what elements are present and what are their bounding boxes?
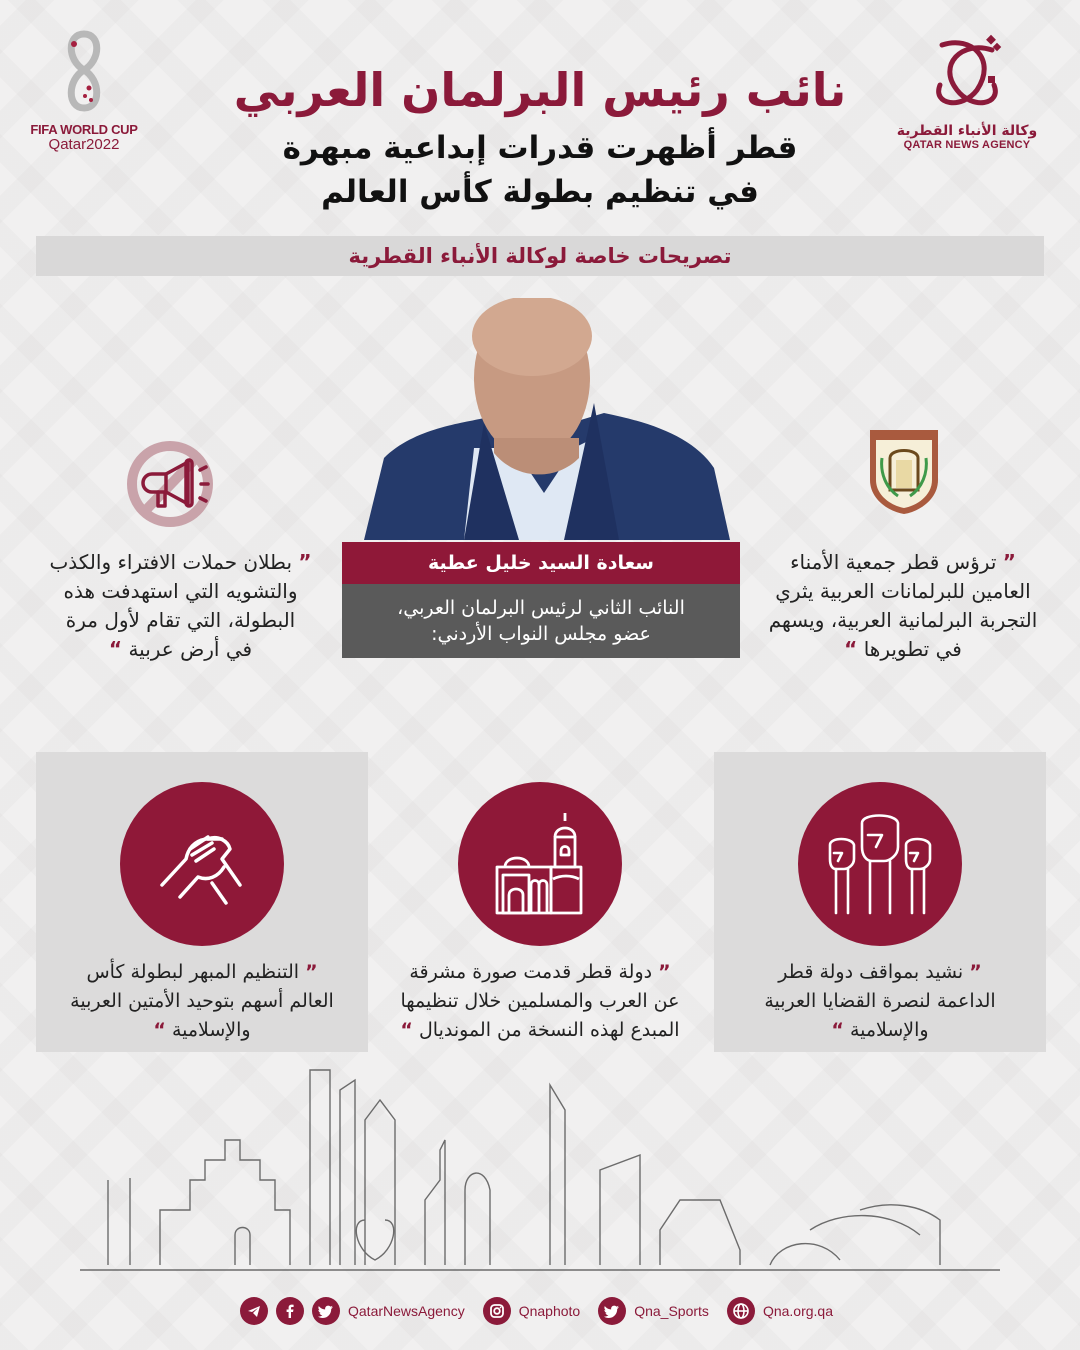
qna-arabic-name: وكالة الأنباء القطرية	[896, 123, 1038, 139]
card-text	[42, 958, 362, 1045]
icon-circle	[798, 782, 962, 946]
card-mosque	[374, 752, 706, 1052]
quote-close-mark: “	[844, 637, 858, 661]
card-text	[380, 958, 700, 1045]
quote-line: والإسلامية	[171, 1019, 251, 1041]
mosque-icon	[485, 809, 595, 919]
quote-left	[28, 548, 333, 664]
social-footer	[240, 1294, 840, 1328]
banner-text: تصريحات خاصة لوكالة الأنباء القطرية	[348, 244, 732, 268]
quote-close-mark: “	[108, 637, 123, 661]
quote-open-mark: ”	[969, 961, 982, 983]
twitter-sports-icon[interactable]	[598, 1297, 626, 1325]
quote-line: نشيد بمواقف دولة قطر	[778, 961, 964, 983]
quote-line: العامين للبرلمانات العربية يثري	[775, 579, 1031, 603]
speaker-name-bar	[342, 542, 740, 584]
speaker-role-line-1: النائب الثاني لرئيس البرلمان العربي،	[397, 597, 685, 619]
quote-line: في تطويرها	[863, 637, 962, 661]
quote-line: المبدع لهذه النسخة من المونديال	[418, 1019, 680, 1041]
no-megaphone-icon	[124, 436, 220, 532]
section-banner	[36, 236, 1044, 276]
quote-line: دولة قطر قدمت صورة مشرقة	[409, 961, 653, 983]
social-handle-instagram[interactable]: Qnaphoto	[518, 1303, 581, 1319]
quote-line: البطولة، التي تقام لأول مرة	[65, 608, 296, 632]
handshake-arm-icon	[152, 819, 252, 909]
page-subtitle	[200, 126, 880, 214]
speaker-name: سعادة السيد خليل عطية	[428, 552, 654, 574]
quote-close-mark: “	[831, 1019, 844, 1041]
card-fists	[714, 752, 1046, 1052]
fifa-logo-text: FIFA WORLD CUP	[30, 122, 138, 137]
speaker-portrait	[354, 298, 730, 540]
quote-line: العالم أسهم بتوحيد الأمتين العربية	[70, 990, 334, 1012]
social-handle-twitter-sports[interactable]: Qna_Sports	[634, 1303, 709, 1319]
quote-open-mark: ”	[1002, 550, 1016, 574]
quote-line: التجربة البرلمانية العربية، ويسهم	[768, 608, 1038, 632]
icon-circle	[120, 782, 284, 946]
card-unity	[36, 752, 368, 1052]
quote-open-mark: ”	[305, 961, 318, 983]
globe-icon[interactable]	[727, 1297, 755, 1325]
website-link[interactable]: Qna.org.qa	[762, 1303, 833, 1319]
facebook-icon[interactable]	[276, 1297, 304, 1325]
quote-open-mark: ”	[658, 961, 671, 983]
instagram-icon[interactable]	[483, 1297, 511, 1325]
arab-parliament-secretaries-logo	[868, 428, 940, 516]
subtitle-line-1: قطر أظهرت قدرات إبداعية مبهرة	[282, 130, 798, 166]
quote-close-mark: “	[153, 1019, 166, 1041]
telegram-icon[interactable]	[240, 1297, 268, 1325]
doha-skyline-illustration	[40, 1060, 1040, 1285]
qna-emblem-icon	[922, 30, 1012, 115]
quote-line: الداعمة لنصرة القضايا العربية	[764, 990, 996, 1012]
quote-line: والإسلامية	[849, 1019, 929, 1041]
subtitle-line-2: في تنظيم بطولة كأس العالم	[321, 174, 759, 210]
quote-line: التنظيم المبهر لبطولة كأس	[86, 961, 300, 983]
qna-english-name: QATAR NEWS AGENCY	[903, 139, 1031, 151]
raised-fists-icon	[820, 809, 940, 919]
fifa-logo-year: Qatar2022	[48, 136, 120, 153]
speaker-role-box	[342, 584, 740, 658]
speaker-role-line-2: عضو مجلس النواب الأردني:	[431, 623, 651, 645]
twitter-icon[interactable]	[312, 1297, 340, 1325]
page-title: نائب رئيس البرلمان العربي	[233, 63, 847, 117]
quote-close-mark: “	[400, 1019, 413, 1041]
quote-right	[748, 548, 1058, 664]
quote-line: ترؤس قطر جمعية الأمناء	[790, 550, 997, 574]
quote-line: بطلان حملات الافتراء والكذب	[49, 550, 293, 574]
quote-open-mark: ”	[298, 550, 312, 574]
fifa-emblem-icon	[63, 30, 105, 112]
icon-circle	[458, 782, 622, 946]
fifa-world-cup-logo	[24, 30, 144, 165]
quote-line: والتشويه التي استهدفت هذه	[63, 579, 298, 603]
quote-line: عن العرب والمسلمين خلال تنظيمها	[400, 990, 680, 1012]
qna-logo	[892, 30, 1042, 160]
card-text	[720, 958, 1040, 1045]
social-handle-qna[interactable]: QatarNewsAgency	[348, 1303, 465, 1319]
quote-line: في أرض عربية	[128, 637, 253, 661]
